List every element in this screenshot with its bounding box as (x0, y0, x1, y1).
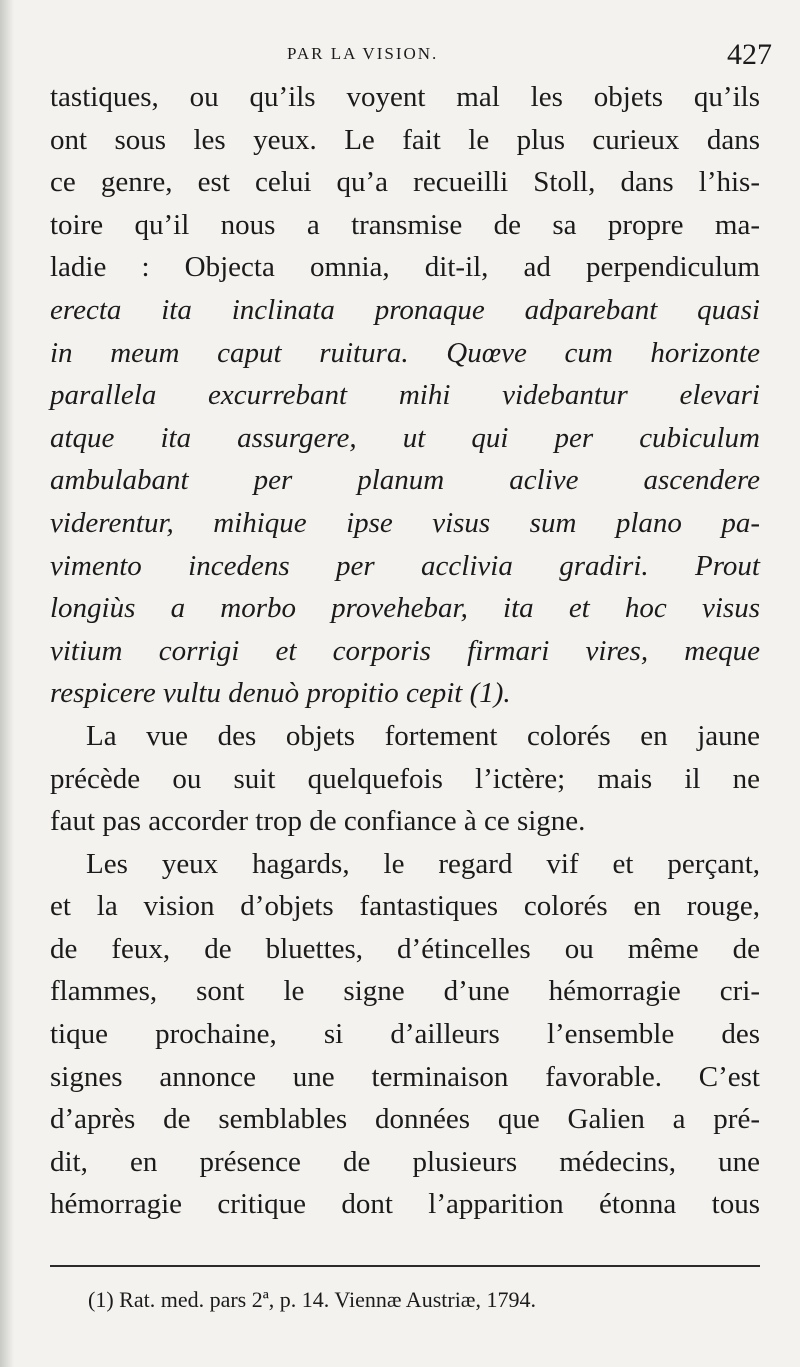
text-line: et la vision d’objets fantastiques colorés en rouge, (50, 890, 760, 923)
text-line: viderentur, mihique ipse visus sum plano pa- (50, 506, 760, 539)
text-line: dit, en présence de plusieurs médecins, une (50, 1145, 760, 1178)
text-line: hémorragie critique dont l’apparition étonna tous (50, 1188, 760, 1221)
page-gutter-shadow (0, 0, 14, 1367)
text-line: erecta ita inclinata pronaque adparebant quasi (50, 293, 760, 326)
text-line: signes annonce une terminaison favorable. C’est (50, 1060, 760, 1093)
running-title: PAR LA VISION. (287, 44, 439, 63)
text-line: longiùs a morbo provehebar, ita et hoc visus (50, 592, 760, 625)
text-line: d’après de semblables données que Galien a pré- (50, 1103, 760, 1136)
text-line: toire qu’il nous a transmise de sa propre ma- (50, 208, 760, 241)
text-line: La vue des objets fortement colorés en jaune (86, 719, 760, 752)
footnote: (1) Rat. med. pars 2ª, p. 14. Viennæ Austriæ, 1794. (88, 1287, 536, 1312)
text-line: précède ou suit quelquefois l’ictère; mais il ne (50, 762, 760, 795)
text-line: Les yeux hagards, le regard vif et perçant, (86, 847, 760, 880)
text-line: ladie : Objecta omnia, dit-il, ad perpendiculum (50, 251, 760, 284)
body-text (50, 76, 760, 1226)
text-line: parallela excurrebant mihi videbantur elevari (50, 379, 760, 412)
footnote-rule (50, 1265, 760, 1267)
text-line: tique prochaine, si d’ailleurs l’ensemble des (50, 1018, 760, 1051)
text-line: respicere vultu denuò propitio cepit (1). (50, 677, 511, 710)
text-line: tastiques, ou qu’ils voyent mal les objets qu’ils (50, 81, 760, 113)
text-line: atque ita assurgere, ut qui per cubiculum (50, 421, 760, 454)
page-number: 427 (727, 38, 772, 71)
text-line: vitium corrigi et corporis firmari vires, meque (50, 634, 760, 667)
text-line: in meum caput ruitura. Quœve cum horizonte (50, 336, 760, 369)
text-line: ambulabant per planum aclive ascendere (50, 464, 760, 497)
text-line: faut pas accorder trop de confiance à ce signe. (50, 805, 586, 838)
text-line: de feux, de bluettes, d’étincelles ou même de (50, 932, 760, 965)
text-line: ce genre, est celui qu’a recueilli Stoll, dans l’his- (50, 166, 760, 199)
text-line: ont sous les yeux. Le fait le plus curieux dans (50, 123, 760, 156)
text-line: vimento incedens per acclivia gradiri. Prout (50, 549, 760, 582)
text-line: flammes, sont le signe d’une hémorragie cri- (50, 975, 760, 1008)
